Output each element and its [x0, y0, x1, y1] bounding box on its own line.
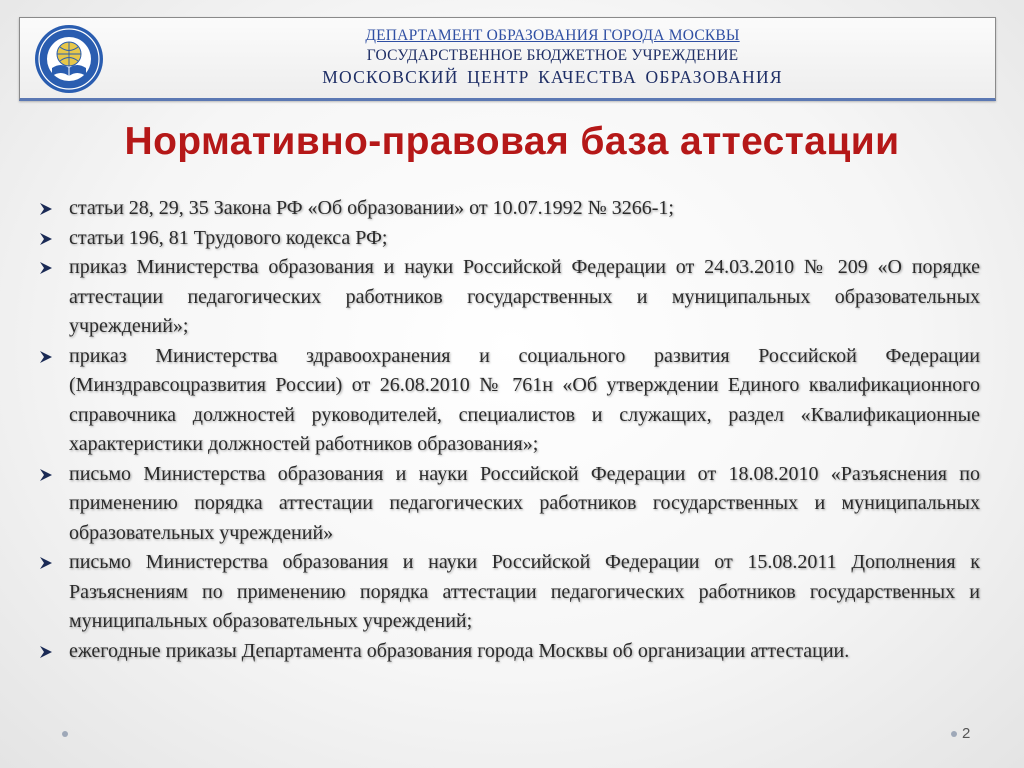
arrow-bullet-icon	[37, 194, 59, 223]
list-item-text: письмо Министерства образования и науки Российской Федерации от 18.08.2010 «Разъяснения по применению порядка аттестации педагогических работников государственных и муниципальных образовательных учреждений»	[69, 462, 980, 544]
page-number: 2	[962, 725, 971, 742]
arrow-bullet-icon	[37, 460, 59, 489]
list-item	[37, 342, 980, 460]
decorative-dot	[951, 731, 957, 737]
header-banner	[19, 17, 996, 101]
list-item-text: статьи 196, 81 Трудового кодекса РФ;	[69, 226, 388, 249]
slide-title: Нормативно-правовая база аттестации	[124, 120, 900, 163]
list-item-text: приказ Министерства образования и науки Российской Федерации от 24.03.2010 № 209 «О порядке аттестации педагогических работников государственных и муниципальных образовательных учреждений»;	[69, 256, 980, 337]
list-item	[37, 548, 980, 637]
list-item-text: приказ Министерства здравоохранения и социального развития Российской Федерации (Минздравсоцразвития России) от 26.08.2010 № 761н «Об утверждении Единого квалификационного справочника должностей руководителей, специалистов и служащих, раздел «Квалификационные характеристики должностей работников образования»;	[69, 344, 980, 455]
arrow-bullet-icon	[37, 342, 59, 371]
list-item	[37, 224, 980, 254]
legal-basis-list	[37, 194, 980, 666]
arrow-bullet-icon	[37, 253, 59, 282]
arrow-bullet-icon	[37, 637, 59, 666]
arrow-bullet-icon	[37, 548, 59, 577]
list-item	[37, 253, 980, 342]
list-item	[37, 637, 980, 667]
department-link[interactable]: ДЕПАРТАМЕНТ ОБРАЗОВАНИЯ ГОРОДА МОСКВЫ	[365, 27, 740, 44]
list-item-text: письмо Министерства образования и науки Российской Федерации от 15.08.2011 Дополнения к Разъяснениям по применению порядка аттестации педагогических работников государственных и муниципальных образовательных учреждений;	[69, 551, 980, 632]
institution-type: ГОСУДАРСТВЕННОЕ БЮДЖЕТНОЕ УЧРЕЖДЕНИЕ	[366, 47, 739, 64]
institution-name: МОСКОВСКИЙ ЦЕНТР КАЧЕСТВА ОБРАЗОВАНИЯ	[322, 67, 783, 87]
list-item-text: ежегодные приказы Департамента образования города Москвы об организации аттестации.	[69, 639, 850, 662]
organization-logo-icon	[34, 24, 104, 94]
list-item-text: статьи 28, 29, 35 Закона РФ «Об образовании» от 10.07.1992 № 3266-1;	[69, 197, 674, 219]
arrow-bullet-icon	[37, 224, 59, 253]
header-text	[150, 26, 955, 88]
list-item	[37, 194, 980, 224]
decorative-dot	[62, 731, 68, 737]
list-item	[37, 460, 980, 549]
